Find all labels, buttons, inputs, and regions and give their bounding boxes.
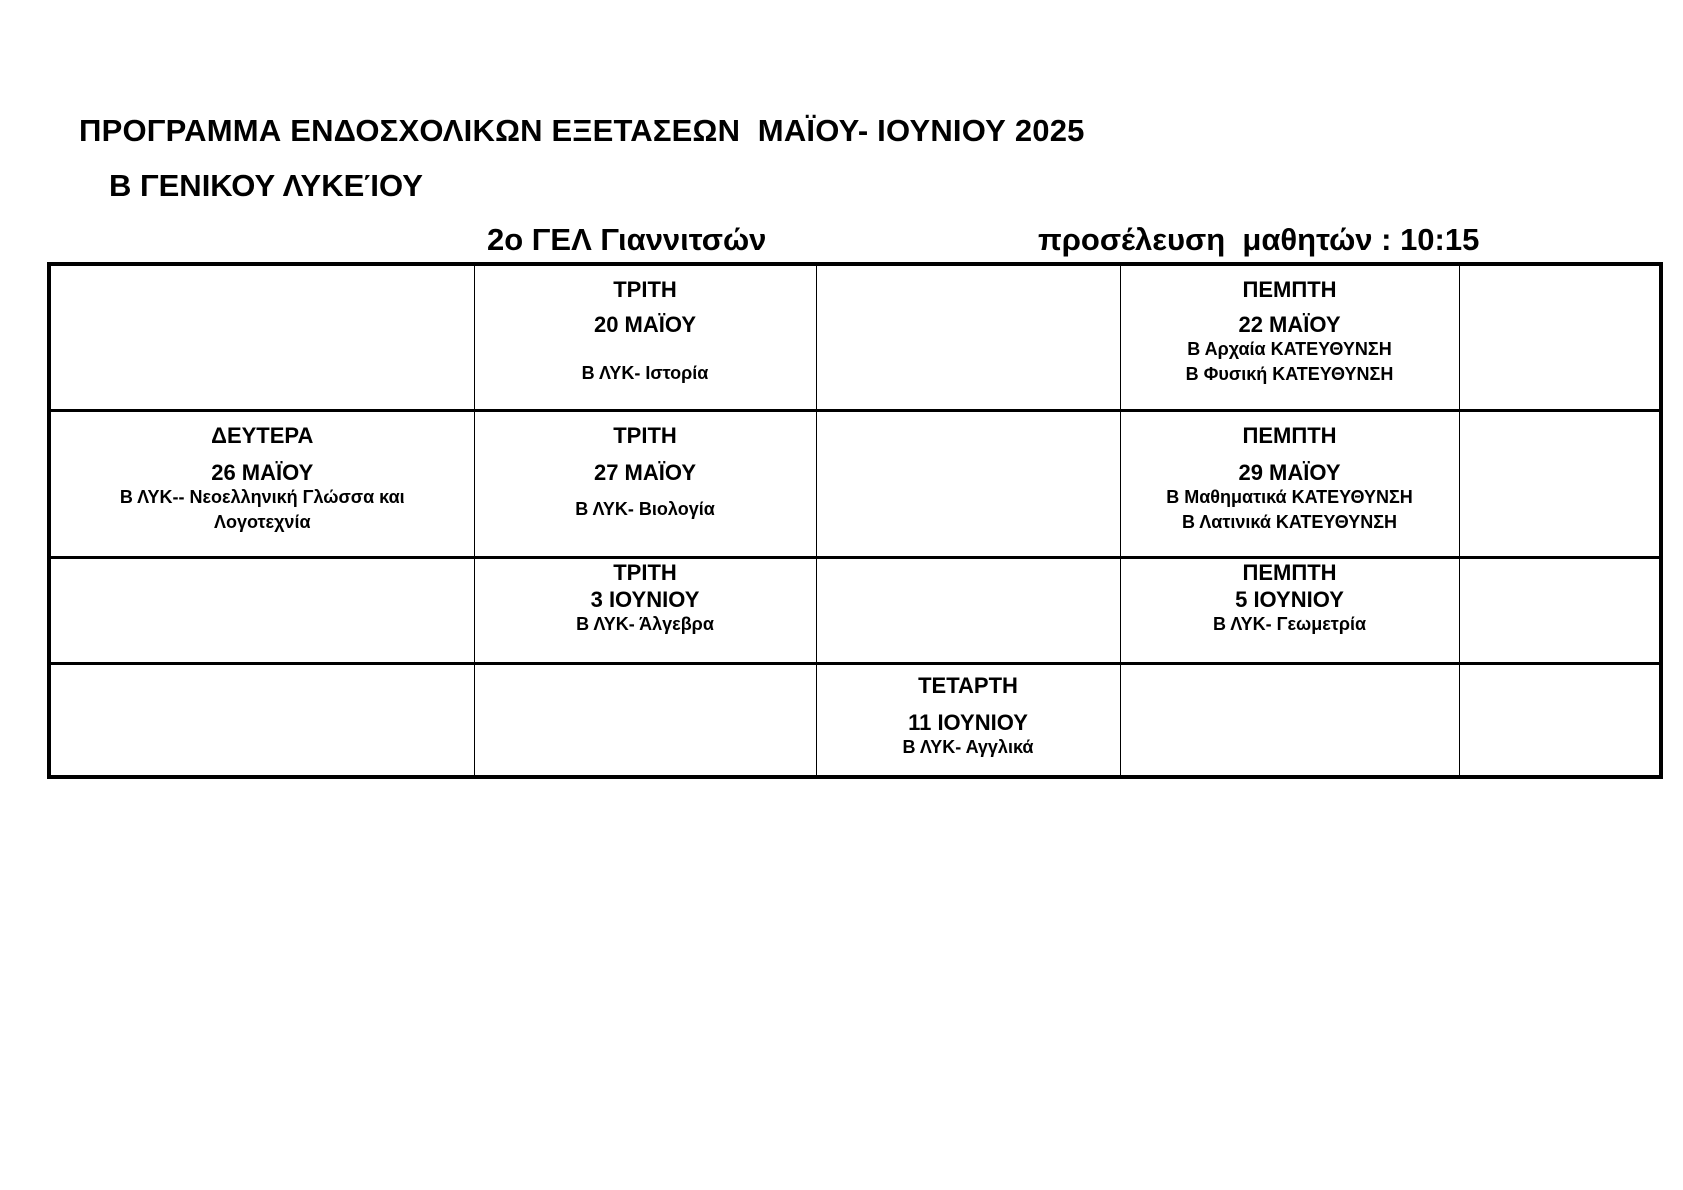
- date-label: 20 ΜΑΪΟΥ: [593, 312, 697, 337]
- date-label: 22 ΜΑΪΟΥ: [1238, 312, 1341, 337]
- cell-wednesday-week3: [816, 558, 1120, 664]
- cell-wednesday-week4: [816, 664, 1120, 778]
- subject-label: Β ΛΥΚ- Αγγλικά: [902, 737, 1034, 757]
- cell-thursday-week2: [1120, 411, 1459, 558]
- cell-wednesday-week1: [816, 264, 1120, 411]
- date-label: 3 ΙΟΥΝΙΟΥ: [590, 587, 700, 612]
- page-title: ΠΡΟΓΡΑΜΜΑ ΕΝΔΟΣΧΟΛΙΚΩΝ ΕΞΕΤΑΣΕΩΝ ΜΑΪΟΥ- ΙΟΥΝΙΟΥ 2025: [79, 113, 1085, 148]
- date-label: 29 ΜΑΪΟΥ: [1238, 460, 1341, 485]
- date-label: 5 ΙΟΥΝΙΟΥ: [1235, 587, 1344, 612]
- cell-friday-week1: [1459, 264, 1661, 411]
- school-name: 2ο ΓΕΛ Γιαννιτσών: [487, 222, 767, 257]
- cell-tuesday-week1: [474, 264, 816, 411]
- day-label: ΠΕΜΠΤΗ: [1242, 277, 1337, 302]
- cell-monday-week2: [49, 411, 474, 558]
- subject-label: Β ΛΥΚ- Βιολογία: [575, 499, 715, 519]
- arrival-time: προσέλευση μαθητών : 10:15: [1038, 222, 1480, 257]
- subject-label: Β Λατινικά ΚΑΤΕΥΘΥΝΣΗ: [1181, 512, 1398, 532]
- subject-label: Β ΛΥΚ- Άλγεβρα: [576, 614, 714, 634]
- subject-label: Β Φυσική ΚΑΤΕΥΘΥΝΣΗ: [1185, 364, 1394, 384]
- day-label: ΤΡΙΤΗ: [613, 560, 677, 585]
- date-label: 26 ΜΑΪΟΥ: [211, 460, 314, 485]
- cell-monday-week3: [49, 558, 474, 664]
- subject-label: Β Μαθηματικά ΚΑΤΕΥΘΥΝΣΗ: [1166, 487, 1413, 507]
- day-label: ΤΡΙΤΗ: [613, 277, 677, 302]
- cell-monday-week1: [49, 264, 474, 411]
- subject-label: Β ΛΥΚ- Γεωμετρία: [1212, 614, 1367, 634]
- cell-monday-week4: [49, 664, 474, 778]
- table-row: [49, 264, 1661, 411]
- cell-friday-week3: [1459, 558, 1661, 664]
- cell-friday-week4: [1459, 664, 1661, 778]
- cell-tuesday-week4: [474, 664, 816, 778]
- cell-thursday-week4: [1120, 664, 1459, 778]
- table-row: [49, 411, 1661, 558]
- subject-label: Β ΛΥΚ-- Νεοελληνική Γλώσσα και: [119, 487, 405, 507]
- day-label: ΔΕΥΤΕΡΑ: [211, 423, 314, 448]
- cell-tuesday-week3: [474, 558, 816, 664]
- table-row: [49, 664, 1661, 778]
- table-row: [49, 558, 1661, 664]
- day-label: ΠΕΜΠΤΗ: [1242, 560, 1337, 585]
- page-subtitle: Β ΓΕΝΙΚΟΥ ΛΥΚΕΊΟΥ: [109, 168, 423, 203]
- subject-label: Β Αρχαία ΚΑΤΕΥΘΥΝΣΗ: [1187, 339, 1392, 359]
- cell-friday-week2: [1459, 411, 1661, 558]
- subject-label: Λογοτεχνία: [213, 512, 311, 532]
- date-label: 11 ΙΟΥΝΙΟΥ: [908, 710, 1028, 735]
- day-label: ΠΕΜΠΤΗ: [1242, 423, 1337, 448]
- cell-thursday-week3: [1120, 558, 1459, 664]
- day-label: ΤΕΤΑΡΤΗ: [918, 673, 1018, 698]
- cell-wednesday-week2: [816, 411, 1120, 558]
- date-label: 27 ΜΑΪΟΥ: [593, 460, 697, 485]
- subject-label: Β ΛΥΚ- Ιστορία: [581, 363, 709, 383]
- cell-tuesday-week2: [474, 411, 816, 558]
- day-label: ΤΡΙΤΗ: [613, 423, 677, 448]
- exam-schedule-table: [47, 262, 1663, 779]
- cell-thursday-week1: [1120, 264, 1459, 411]
